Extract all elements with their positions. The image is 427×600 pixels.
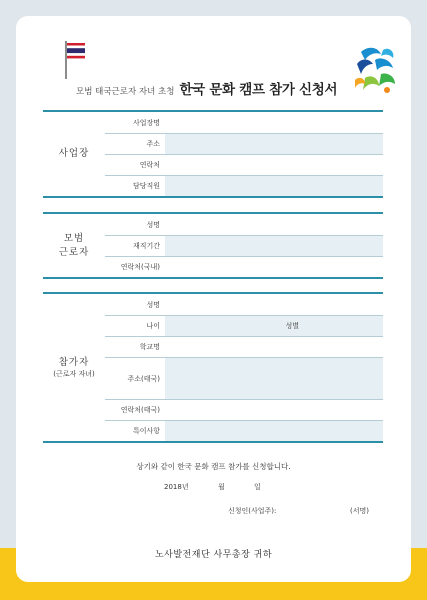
- applicant-label: 신청인(사업주):: [228, 507, 277, 515]
- business-name-field[interactable]: [165, 112, 383, 133]
- gender-field[interactable]: [304, 316, 383, 336]
- section-divider: [43, 196, 383, 198]
- form-header: [76, 78, 376, 98]
- form-title: 한국 문화 캠프 참가 신청서: [179, 82, 338, 98]
- address-row: 주소: [105, 133, 383, 154]
- notes-field[interactable]: [165, 421, 383, 441]
- contact-row: 연락처: [105, 154, 383, 175]
- date-month: 월: [218, 483, 225, 491]
- thai-flag-icon: [63, 41, 89, 81]
- age-gender-row: 나이 성별: [105, 315, 383, 336]
- address-field[interactable]: [165, 134, 383, 154]
- participant-section: [43, 292, 383, 443]
- seal-label: (서명): [350, 507, 369, 515]
- thai-address-row: 주소(태국): [105, 357, 383, 399]
- contact-field[interactable]: [165, 155, 383, 175]
- gender-label: 성별: [244, 316, 304, 336]
- workplace-section: [43, 110, 383, 198]
- form-subtitle: 모범 태국근로자 자녀 초청: [76, 87, 175, 97]
- workplace-label: 사업장: [58, 148, 90, 160]
- age-field[interactable]: [165, 316, 244, 336]
- worker-contact-row: 연락처(국내): [105, 256, 383, 277]
- application-form: [16, 16, 411, 582]
- worker-name-field[interactable]: [165, 214, 383, 235]
- application-statement: 상기와 같이 한국 문화 캠프 참가를 신청합니다.: [136, 462, 291, 471]
- employment-period-field[interactable]: [165, 236, 383, 256]
- date-day: 일: [254, 483, 261, 491]
- thai-contact-field[interactable]: [165, 400, 383, 420]
- section-divider: [43, 277, 383, 279]
- thai-contact-row: 연락처(태국): [105, 399, 383, 420]
- notes-row: 특이사항: [105, 420, 383, 441]
- staff-row: 담당직원: [105, 175, 383, 196]
- school-field[interactable]: [165, 337, 383, 357]
- business-name-row: 사업장명: [105, 112, 383, 133]
- participant-label: 참가자 (근로자 자녀): [53, 356, 95, 379]
- employment-period-row: 재직기간: [105, 235, 383, 256]
- foundation-logo-icon: [351, 44, 399, 96]
- date-year: 2018년: [164, 483, 189, 491]
- participant-name-field[interactable]: [165, 294, 383, 315]
- worker-name-row: 성명: [105, 214, 383, 235]
- staff-field[interactable]: [165, 176, 383, 196]
- worker-contact-field[interactable]: [165, 257, 383, 277]
- worker-section: [43, 212, 383, 279]
- worker-label: 모범 근로자: [58, 232, 90, 258]
- section-divider: [43, 441, 383, 443]
- participant-name-row: 성명: [105, 294, 383, 315]
- school-row: 학교명: [105, 336, 383, 357]
- addressee: 노사발전재단 사무총장 귀하: [154, 550, 273, 560]
- thai-address-field[interactable]: [165, 358, 383, 399]
